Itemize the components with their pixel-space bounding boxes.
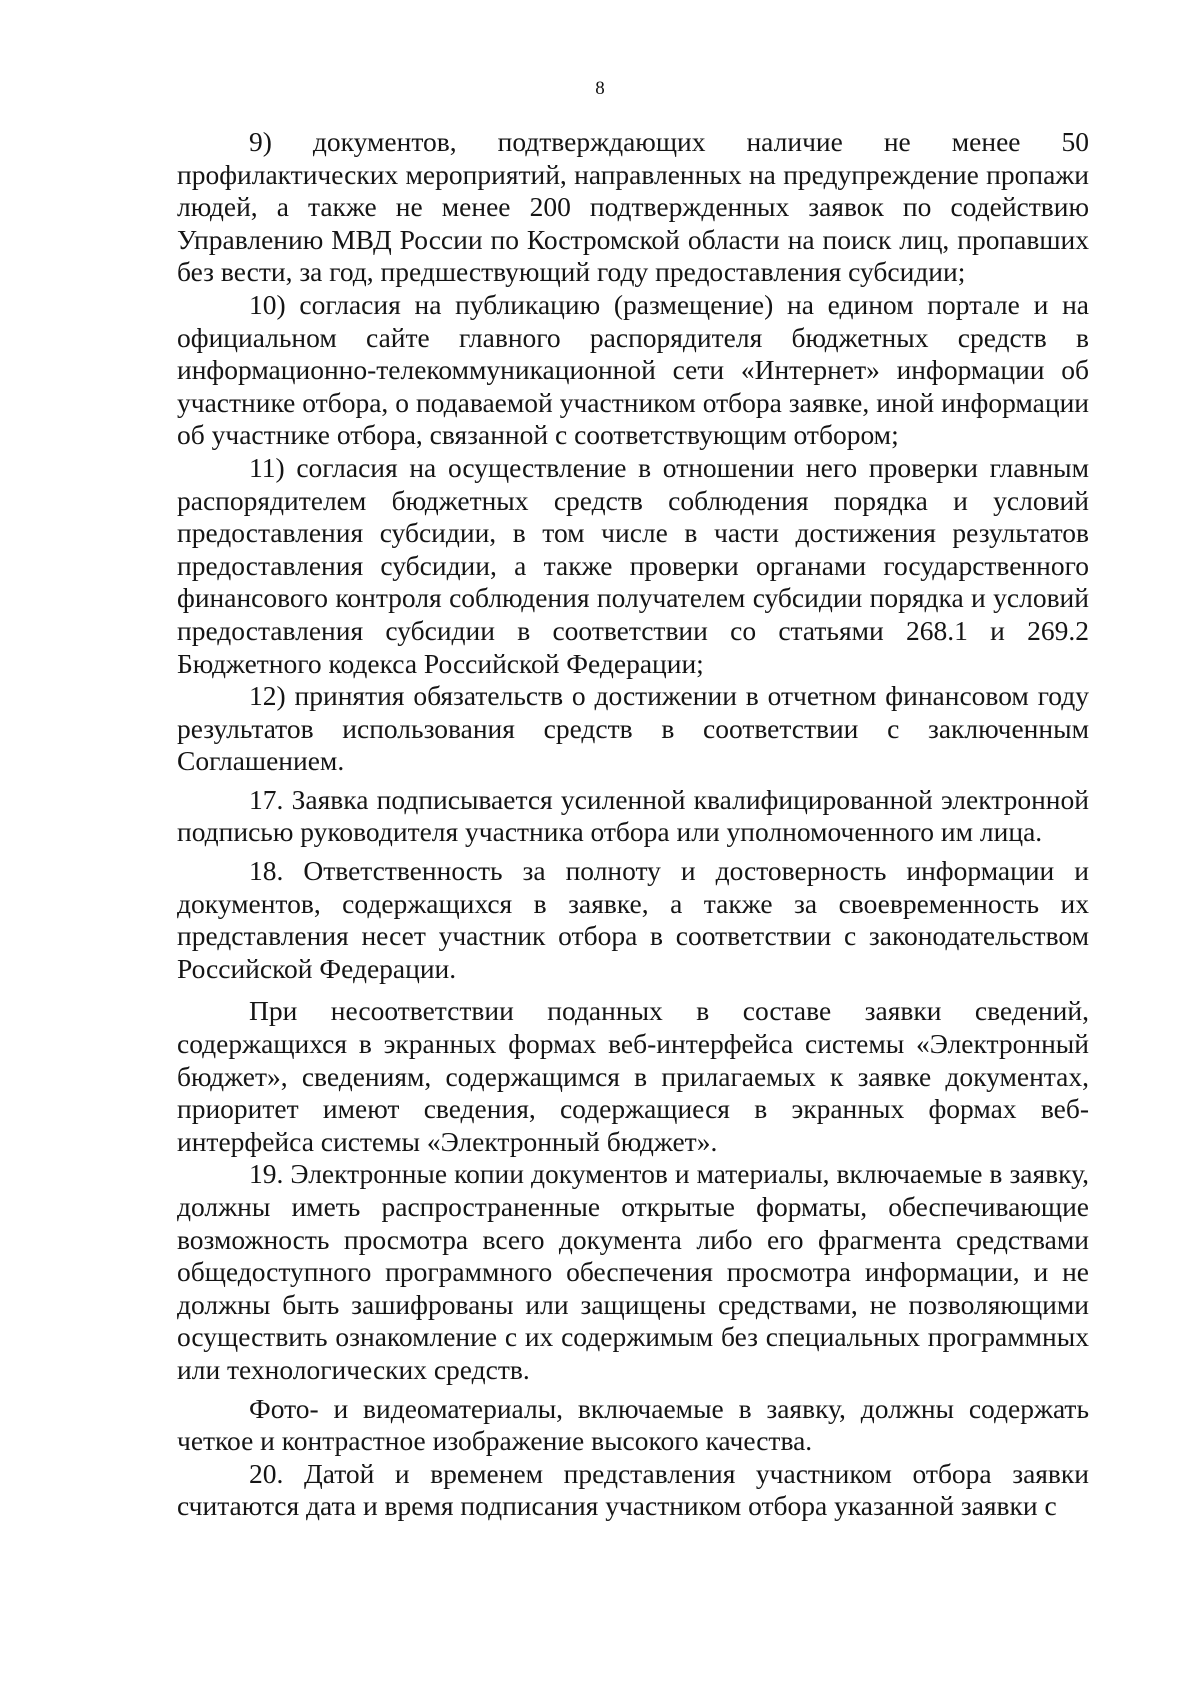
paragraph-item-11: 11) согласия на осуществление в отношении него проверки главным распорядителем бюджетных средств соблюдения порядка и условий предоставления субсидии, в том числе в части достижения результатов предоставления субсидии, а также проверки органами государственного финансового контроля соблюдения получателем субсидии порядка и условий предоставления субсидии в соответствии со статьями 268.1 и 269.2 Бюджетного кодекса Российской Федерации; (177, 451, 1089, 679)
paragraph-item-10: 10) согласия на публикацию (размещение) на едином портале и на официальном сайте главного распорядителя бюджетных средств в информационно-телекоммуникационной сети «Интернет» информации об участнике отбора, о подаваемой участником отбора заявке, иной информации об участнике отбора, связанной с соответствующим отбором; (177, 288, 1089, 451)
paragraph-clause-17: 17. Заявка подписывается усиленной квалифицированной электронной подписью руководителя участника отбора или уполномоченного им лица. (177, 783, 1089, 848)
paragraph-item-9: 9) документов, подтверждающих наличие не менее 50 профилактических мероприятий, направленных на предупреждение пропажи людей, а также не менее 200 подтвержденных заявок по содействию Управлению МВД России по Костромской области на поиск лиц, пропавших без вести, за год, предшествующий году предоставления субсидии; (177, 126, 1089, 288)
paragraph-photo-video: Фото- и видеоматериалы, включаемые в заявку, должны содержать четкое и контрастное изображение высокого качества. (177, 1392, 1089, 1457)
paragraph-clause-20: 20. Датой и временем представления участником отбора заявки считаются дата и время подписания участником отбора указанной заявки с (177, 1457, 1089, 1522)
paragraph-item-12: 12) принятия обязательств о достижении в отчетном финансовом году результатов использования средств в соответствии с заключенным Соглашением. (177, 680, 1089, 777)
document-body (177, 126, 1089, 1523)
paragraph-clause-19: 19. Электронные копии документов и материалы, включаемые в заявку, должны иметь распространенные открытые форматы, обеспечивающие возможность просмотра всего документа либо его фрагмента средствами общедоступного программного обеспечения просмотра информации, и не должны быть зашифрованы или защищены средствами, не позволяющими осуществить ознакомление с их содержимым без специальных программных или технологических средств. (177, 1158, 1089, 1385)
paragraph-clause-18: 18. Ответственность за полноту и достоверность информации и документов, содержащихся в заявке, а также за своевременность их представления несет участник отбора в соответствии с законодательством Российской Федерации. (177, 855, 1089, 984)
page-number: 8 (595, 78, 605, 99)
paragraph-discrepancy-priority: При несоответствии поданных в составе заявки сведений, содержащихся в экранных формах веб-интерфейса системы «Электронный бюджет», сведениям, содержащимся в прилагаемых к заявке документах, приоритет имеют сведения, содержащиеся в экранных формах веб-интерфейса системы «Электронный бюджет». (177, 995, 1089, 1157)
